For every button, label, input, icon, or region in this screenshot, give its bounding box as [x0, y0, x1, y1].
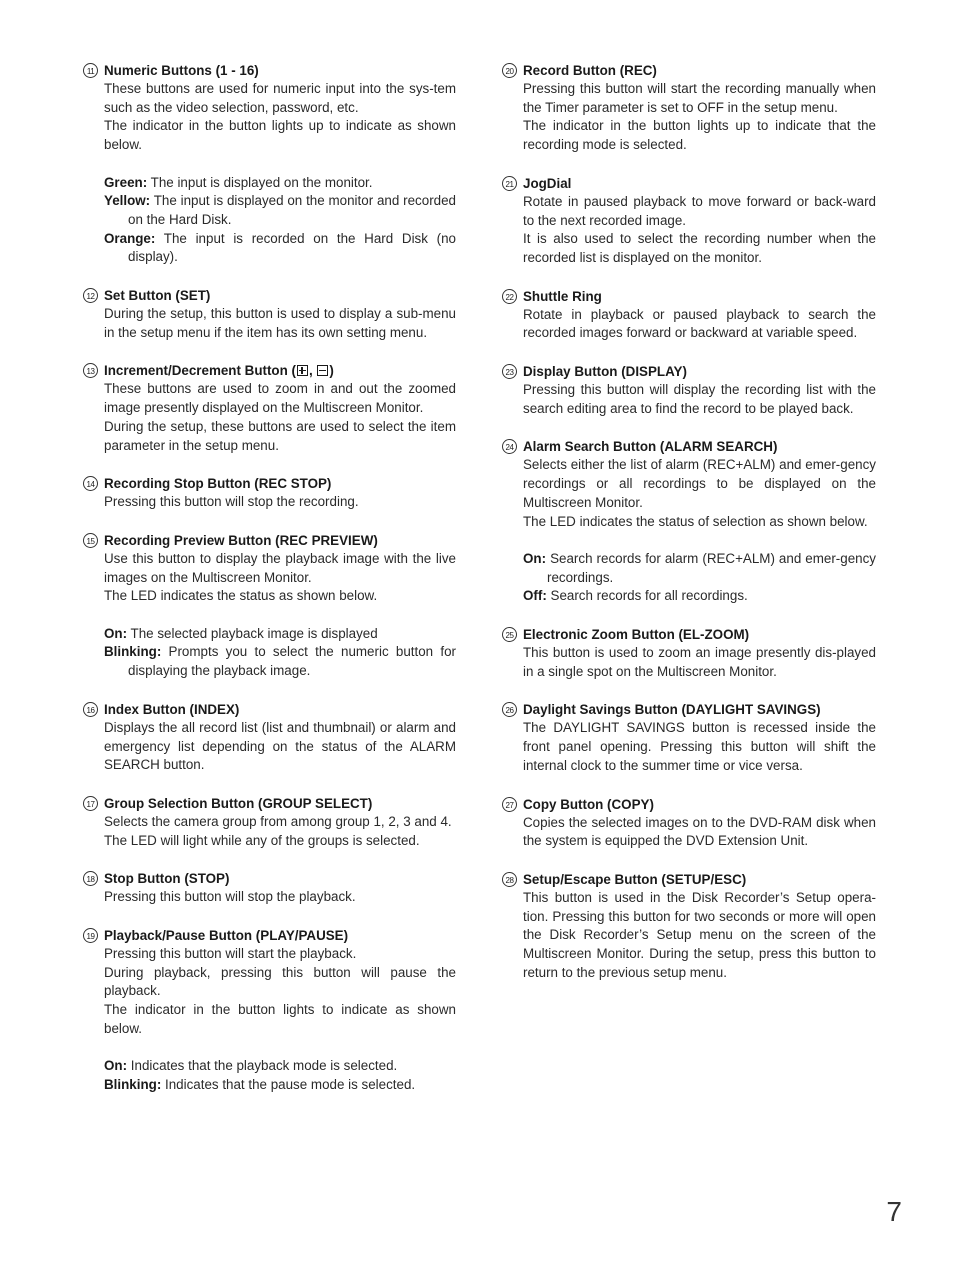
- section-title: Numeric Buttons (1 - 16): [104, 63, 259, 78]
- paragraph: It is also used to select the recording number when the recorded list is displayed on the monitor.: [523, 231, 876, 265]
- section-rec-preview: [83, 532, 456, 681]
- section-record-button: [502, 62, 876, 155]
- paragraph: Displays the all record list (list and thumbnail) or alarm and emergency list depending on the status of the ALARM SEARCH button.: [104, 719, 456, 773]
- plus-box-icon: [297, 365, 308, 376]
- section-title: Recording Preview Button (REC PREVIEW): [104, 532, 378, 548]
- section-title: Alarm Search Button (ALARM SEARCH): [523, 439, 778, 455]
- paragraph: The LED will light while any of the groups is selected.: [104, 832, 420, 848]
- section-shuttle-ring: [502, 288, 876, 343]
- paragraph: Pressing this button will stop the playback.: [104, 889, 356, 905]
- paragraph: During playback, pressing this button will pause the playback.: [104, 964, 456, 999]
- circled-number: 11: [83, 63, 98, 78]
- paragraph: This button is used in the Disk Recorder’s Setup opera-tion. Pressing this button for two seconds or more will open the Disk Recorder’s Setup menu on the screen of the Multiscreen Monitor. During the setup, press this button to return to the previous setup menu.: [523, 889, 876, 980]
- page-number: 7: [886, 1196, 902, 1227]
- circled-number: 27: [502, 797, 517, 812]
- left-column: [83, 62, 456, 1115]
- paragraph: The indicator in the button lights up to indicate as shown below.: [104, 118, 456, 153]
- paragraph: These buttons are used to zoom in and out the zoomed image presently displayed on the Multiscreen Monitor.: [104, 381, 456, 416]
- circled-number: 22: [502, 289, 517, 304]
- section-stop-button: [83, 870, 456, 907]
- circled-number: 17: [83, 796, 98, 811]
- circled-number: 24: [502, 439, 517, 454]
- circled-number: 14: [83, 476, 98, 491]
- section-copy-button: [502, 796, 876, 851]
- section-title: Increment/Decrement Button ( , ): [104, 363, 334, 379]
- paragraph: The indicator in the button lights to indicate as shown below.: [104, 1002, 456, 1036]
- section-group-select: [83, 795, 456, 850]
- section-display-button: [502, 363, 876, 418]
- definition-on: On: Search records for alarm (REC+ALM) and emer-gency recordings.: [523, 550, 876, 585]
- circled-number: 13: [83, 363, 98, 378]
- section-play-pause: [83, 927, 456, 1095]
- paragraph: During the setup, this button is used to display a sub-menu in the setup menu if the item has its own setting menu.: [104, 306, 456, 340]
- section-title: Daylight Savings Button (DAYLIGHT SAVINGS): [523, 702, 821, 718]
- paragraph: Selects either the list of alarm (REC+ALM) and emer-gency recordings or all recordings to be displayed on the Multiscreen Monitor.: [523, 457, 876, 510]
- paragraph: The indicator in the button lights up to indicate that the recording mode is selected.: [523, 118, 876, 153]
- minus-box-icon: [317, 365, 328, 376]
- circled-number: 12: [83, 288, 98, 303]
- section-title: Set Button (SET): [104, 288, 211, 304]
- section-rec-stop: [83, 475, 456, 512]
- section-title: Electronic Zoom Button (EL-ZOOM): [523, 627, 750, 643]
- definition-green: Green: The input is displayed on the monitor.: [104, 174, 373, 190]
- definition-off: Off: Search records for all recordings.: [523, 588, 748, 604]
- section-title: Display Button (DISPLAY): [523, 364, 687, 380]
- paragraph: Pressing this button will start the recording manually when the Timer parameter is set to OFF in the setup menu.: [523, 81, 876, 115]
- paragraph: Pressing this button will stop the recording.: [104, 494, 359, 510]
- definition-on: On: The selected playback image is displayed: [104, 625, 378, 641]
- section-title: Setup/Escape Button (SETUP/ESC): [523, 871, 747, 887]
- section-daylight-savings: [502, 701, 876, 775]
- circled-number: 26: [502, 702, 517, 717]
- paragraph: Pressing this button will start the playback.: [104, 946, 357, 962]
- definition-blinking: Blinking: Indicates that the pause mode is selected.: [104, 1076, 416, 1092]
- right-column: [502, 62, 876, 1002]
- paragraph: Use this button to display the playback image with the live images on the Multiscreen Monitor.: [104, 550, 456, 585]
- paragraph: These buttons are used for numeric input into the sys-tem such as the video selection, password, etc.: [104, 81, 456, 115]
- circled-number: 23: [502, 364, 517, 379]
- paragraph: The DAYLIGHT SAVINGS button is recessed inside the front panel opening. Pressing this button will shift the internal clock to the summer time or vice versa.: [523, 720, 876, 773]
- paragraph: The LED indicates the status as shown below.: [104, 588, 378, 604]
- section-setup-escape: [502, 871, 876, 983]
- paragraph: Rotate in playback or paused playback to search the recorded images forward or backward at variable speed.: [523, 306, 876, 341]
- section-alarm-search: [502, 438, 876, 606]
- section-title: Group Selection Button (GROUP SELECT): [104, 795, 373, 811]
- definition-blinking: Blinking: Prompts you to select the numeric button for displaying the playback image.: [104, 644, 456, 679]
- section-title: Record Button (REC): [523, 63, 657, 78]
- circled-number: 18: [83, 871, 98, 886]
- paragraph: This button is used to zoom an image presently dis-played in a single spot on the Multiscreen Monitor.: [523, 645, 876, 679]
- paragraph: During the setup, these buttons are used to select the item parameter in the setup menu.: [104, 418, 456, 453]
- circled-number: 16: [83, 702, 98, 717]
- paragraph: Copies the selected images on to the DVD-RAM disk when the system is equipped the DVD Extension Unit.: [523, 814, 876, 849]
- section-index-button: [83, 701, 456, 775]
- circled-number: 15: [83, 533, 98, 548]
- section-jogdial: [502, 175, 876, 268]
- section-title: Stop Button (STOP): [104, 871, 230, 887]
- circled-number: 28: [502, 872, 517, 887]
- definition-yellow: Yellow: The input is displayed on the monitor and recorded on the Hard Disk.: [104, 193, 456, 227]
- section-numeric-buttons: [83, 62, 456, 267]
- paragraph: Pressing this button will display the recording list with the search editing area to find the record to be played back.: [523, 382, 876, 416]
- section-title: Copy Button (COPY): [523, 796, 654, 812]
- section-title: Playback/Pause Button (PLAY/PAUSE): [104, 928, 349, 944]
- section-increment-decrement: [83, 362, 456, 455]
- definition-on: On: Indicates that the playback mode is selected.: [104, 1058, 398, 1074]
- section-title: Index Button (INDEX): [104, 701, 240, 717]
- paragraph: Rotate in paused playback to move forward or back-ward to the next recorded image.: [523, 193, 876, 228]
- section-el-zoom: [502, 626, 876, 681]
- paragraph: The LED indicates the status of selection as shown below.: [523, 513, 868, 529]
- circled-number: 20: [502, 63, 517, 78]
- section-title: Recording Stop Button (REC STOP): [104, 476, 332, 492]
- circled-number: 25: [502, 627, 517, 642]
- section-set-button: [83, 287, 456, 342]
- circled-number: 21: [502, 176, 517, 191]
- section-title: Shuttle Ring: [523, 288, 602, 304]
- definition-orange: Orange: The input is recorded on the Hard Disk (no display).: [104, 230, 456, 265]
- paragraph: Selects the camera group from among group 1, 2, 3 and 4.: [104, 813, 452, 829]
- section-title: JogDial: [523, 175, 572, 191]
- circled-number: 19: [83, 928, 98, 943]
